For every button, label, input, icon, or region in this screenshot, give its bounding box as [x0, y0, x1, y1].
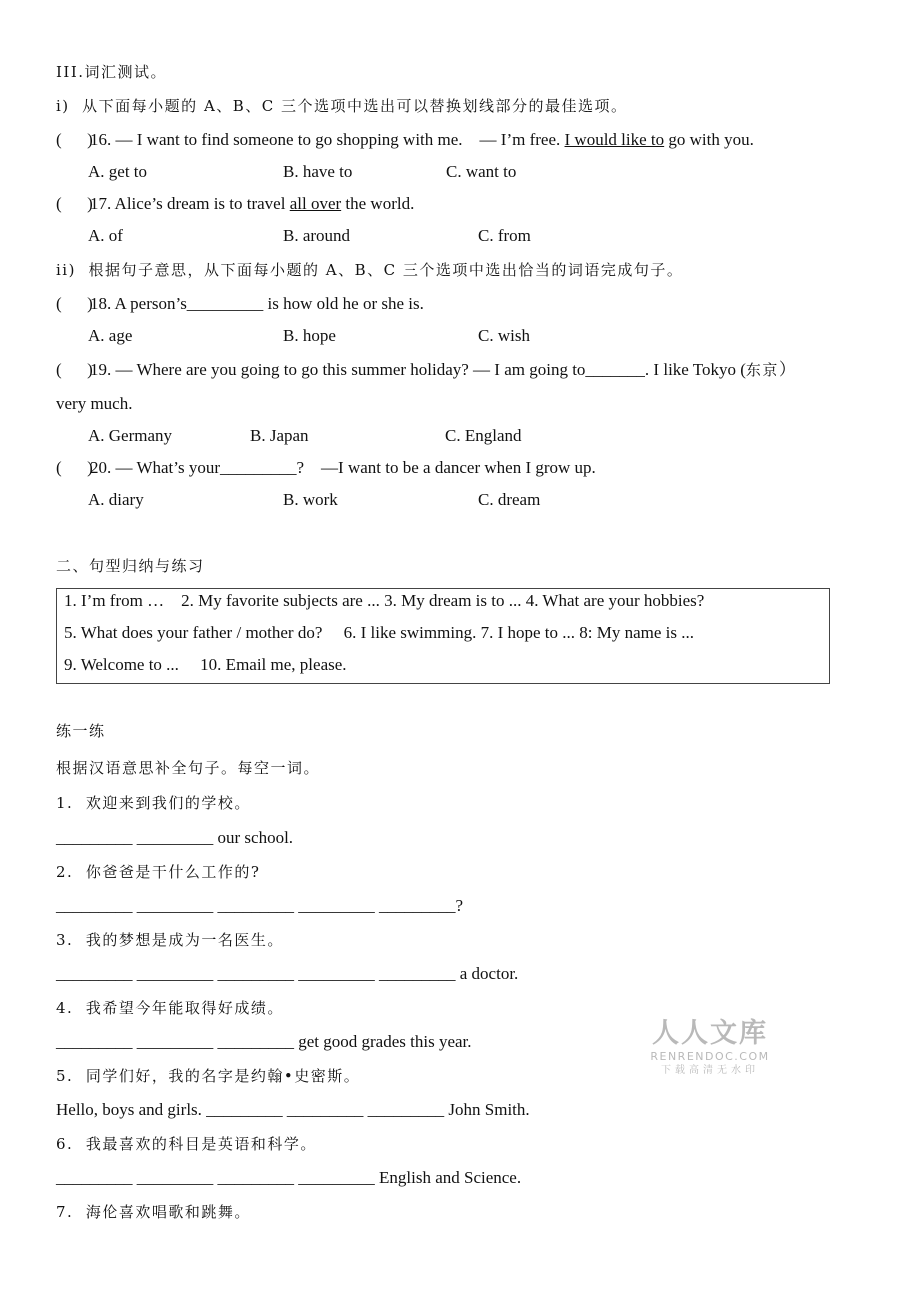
answer-paren: ( ): [56, 130, 93, 149]
question-text: 17. Alice’s dream is to travel: [90, 194, 290, 213]
watermark-title: 人人文库: [652, 1018, 768, 1049]
pattern-line: 9. Welcome to ... 10. Email me, please.: [64, 655, 347, 674]
answer-paren: ( ): [56, 194, 93, 213]
watermark-site: RENRENDOC.COM: [650, 1050, 770, 1063]
pattern-line: 5. What does your father / mother do? 6. I like swimming. 7. I hope to ... 8: My name is ...: [64, 623, 694, 642]
practice-answer-line: _________ _________ _________ _________ _________?: [56, 896, 464, 915]
option-b: B. around: [283, 226, 351, 245]
answer-paren: ( ): [56, 360, 93, 379]
practice-prompt: 2. 你爸爸是干什么工作的?: [56, 863, 261, 881]
part-i-instruction: i) 从下面每小题的 A、B、C 三个选项中选出可以替换划线部分的最佳选项。: [56, 97, 628, 115]
practice-instruction: 根据汉语意思补全句子。每空一词。: [56, 759, 321, 777]
option-a: A. age: [88, 326, 133, 345]
practice-answer-line: _________ _________ _________ _________ English and Science.: [56, 1168, 522, 1187]
underlined-phrase: I would like to: [564, 130, 665, 149]
practice-heading: 练一练: [56, 722, 106, 740]
question-16: [90, 130, 754, 150]
practice-answer-line: _________ _________ _________ get good grades this year.: [56, 1032, 472, 1051]
option-a: A. of: [88, 226, 123, 245]
option-b: B. work: [283, 490, 338, 509]
option-c: C. from: [478, 226, 531, 245]
question-18: 18. A person’s_________ is how old he or she is.: [90, 294, 424, 313]
underlined-phrase: all over: [289, 194, 342, 213]
option-a: A. get to: [88, 162, 148, 181]
section-heading: 二、句型归纳与练习: [56, 557, 205, 575]
option-c: C. dream: [478, 490, 541, 509]
answer-paren: ( ): [56, 294, 93, 313]
watermark-logo: [648, 1018, 772, 1078]
practice-prompt: 5. 同学们好，我的名字是约翰•史密斯。: [56, 1067, 361, 1085]
question-text: 19. — Where are you going to go this summer holiday? — I am going to_______. I like Tokyo (: [90, 360, 746, 379]
practice-prompt: 1. 欢迎来到我们的学校。: [56, 794, 251, 812]
chinese-gloss: 东京: [745, 361, 779, 379]
question-19: [90, 360, 796, 380]
close-paren: ）: [778, 360, 796, 379]
option-b: B. Japan: [250, 426, 309, 445]
pattern-line: 1. I’m from … 2. My favorite subjects are ... 3. My dream is to ... 4. What are your hobbies?: [64, 591, 705, 610]
practice-prompt: 7. 海伦喜欢唱歌和跳舞。: [56, 1203, 251, 1221]
option-c: C. wish: [478, 326, 530, 345]
option-c: C. England: [445, 426, 522, 445]
option-c: C. want to: [446, 162, 517, 181]
practice-prompt: 3. 我的梦想是成为一名医生。: [56, 931, 284, 949]
part-ii-instruction: ii) 根据句子意思，从下面每小题的 A、B、C 三个选项中选出恰当的词语完成句子。: [56, 261, 684, 279]
question-text: go with you.: [664, 130, 754, 149]
option-a: A. Germany: [88, 426, 173, 445]
question-text: 16. — I want to find someone to go shopping with me. — I’m free.: [90, 130, 565, 149]
question-text: the world.: [341, 194, 415, 213]
option-b: B. have to: [283, 162, 353, 181]
question-17: [90, 194, 414, 214]
practice-answer-line: _________ _________ _________ _________ _________ a doctor.: [56, 964, 519, 983]
practice-answer-line: _________ _________ our school.: [56, 828, 294, 847]
practice-prompt: 6. 我最喜欢的科目是英语和科学。: [56, 1135, 317, 1153]
option-a: A. diary: [88, 490, 144, 509]
question-19-continuation: very much.: [56, 394, 133, 413]
watermark-slogan: 下载高清无水印: [661, 1065, 759, 1076]
practice-prompt: 4. 我希望今年能取得好成绩。: [56, 999, 284, 1017]
section-heading: III.词汇测试。: [56, 63, 168, 81]
question-20: 20. — What’s your_________? —I want to be a dancer when I grow up.: [90, 458, 596, 477]
practice-answer-line: Hello, boys and girls. _________ _________ _________ John Smith.: [56, 1100, 530, 1119]
option-b: B. hope: [283, 326, 336, 345]
answer-paren: ( ): [56, 458, 93, 477]
